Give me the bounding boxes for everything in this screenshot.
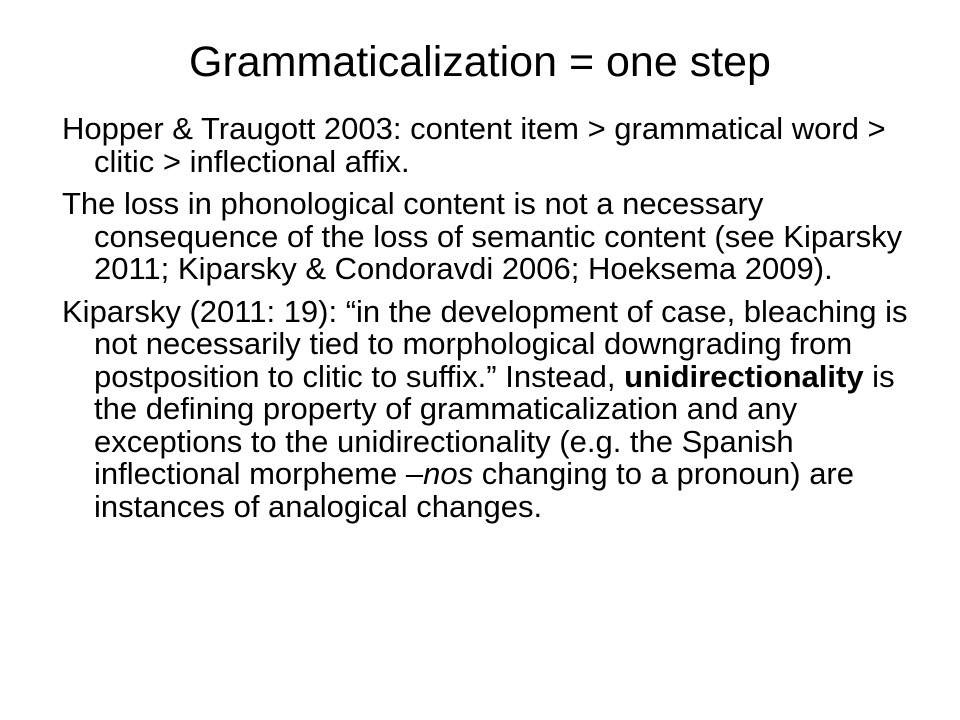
kiparsky-text-part2: is the defining property of grammaticalization and any exceptions to the unidirectionality (e.g. the Spanish inflectional morpheme –	[94, 358, 895, 491]
unidirectionality-term: unidirectionality	[624, 358, 864, 394]
kiparsky-text-part3: changing to a pronoun) are instances of analogical changes.	[94, 456, 854, 524]
nos-morpheme: nos	[423, 456, 474, 491]
kiparsky-text-part1: Kiparsky (2011: 19): “in the development of case, bleaching is not necessarily tied to morphological downgrading from postposition to clitic to suffix.” Instead,	[62, 293, 908, 394]
slide-body	[62, 113, 922, 533]
paragraph-hopper-traugott: Hopper & Traugott 2003: content item > grammatical word > clitic > inflectional affix.	[62, 111, 886, 179]
paragraph-phonological-loss: The loss in phonological content is not a necessary consequence of the loss of semantic content (see Kiparsky 2011; Kiparsky & Condoravdi 2006; Hoeksema 2009).	[62, 186, 903, 286]
paragraph-kiparsky-quote	[62, 293, 922, 524]
slide-title: Grammaticalization = one step	[189, 38, 771, 86]
